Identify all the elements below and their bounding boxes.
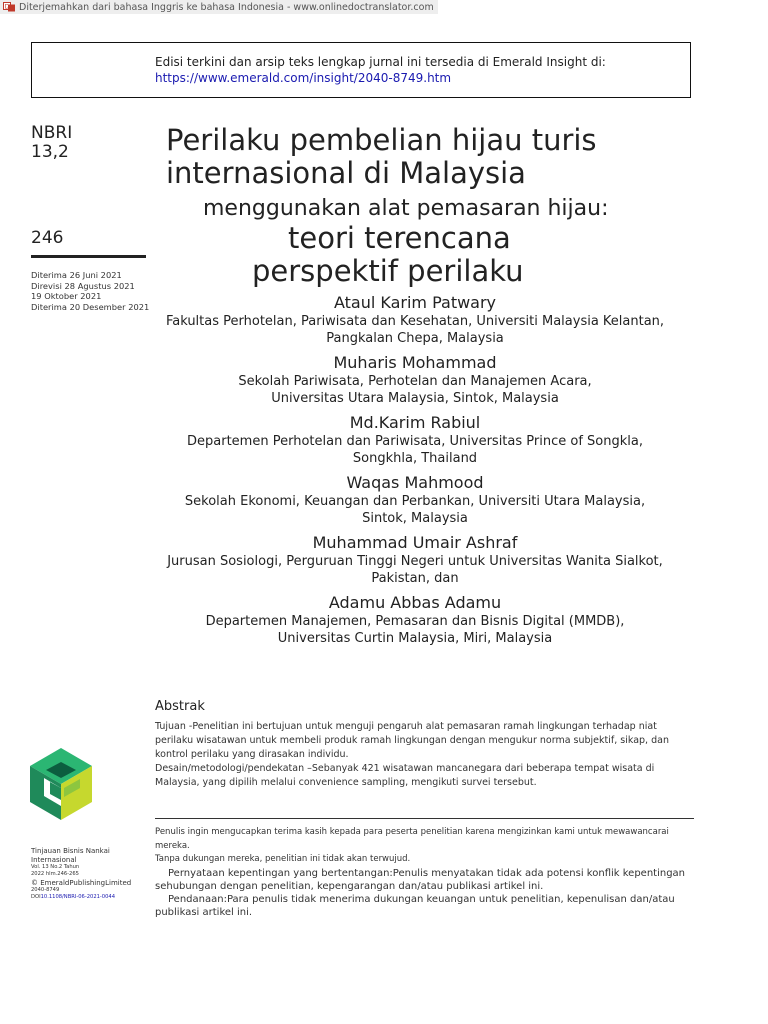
footnote-divider: [155, 818, 694, 819]
journal-name: Tinjauan Bisnis Nankai: [31, 847, 110, 855]
divider: [31, 255, 146, 258]
title-line: Perilaku pembelian hijau turis: [166, 123, 597, 157]
emerald-logo-icon: [30, 748, 92, 820]
author-affiliation: [160, 613, 670, 647]
journal-name: Internasional: [31, 855, 77, 864]
funding-statement: Pendanaan:Para penulis tidak menerima dukungan keuangan untuk penelitian, kepenulisan dan/atau publikasi artikel ini.: [155, 893, 675, 918]
author-name: Muhammad Umair Ashraf: [312, 533, 518, 552]
emerald-link[interactable]: https://www.emerald.com/insight/2040-8749.htm: [155, 71, 452, 85]
author-affiliation: [160, 313, 670, 347]
affiliation-line: Pangkalan Chepa, Malaysia: [326, 331, 504, 346]
affiliation-line: Universitas Utara Malaysia, Sintok, Malaysia: [271, 391, 559, 406]
history-dates: [31, 270, 149, 312]
author-affiliation: [160, 493, 670, 527]
acknowledgement: Tanpa dukungan mereka, penelitian ini tidak akan terwujud.: [155, 854, 411, 864]
affiliation-line: Songkhla, Thailand: [352, 451, 478, 466]
author-name: Ataul Karim Patwary: [333, 293, 497, 312]
translator-bar[interactable]: [0, 0, 438, 14]
doi-link[interactable]: 10.1108/NBRI-06-2021-0044: [40, 894, 116, 901]
affiliation-line: Sintok, Malaysia: [362, 511, 468, 526]
affiliation-line: Pakistan, dan: [371, 571, 459, 586]
author-name: Md.Karim Rabiul: [349, 413, 481, 432]
author-name: Waqas Mahmood: [346, 473, 484, 492]
conflict-statement: Pernyataan kepentingan yang bertentangan:Penulis menyatakan tidak ada potensi konflik kepentingan sehubungan dengan penelitian, kepengarangan dan/atau publikasi artikel ini.: [155, 867, 686, 892]
footnote: [155, 826, 695, 919]
journal-volume-info: Vol. 13 No.2 Tahun: [31, 864, 80, 871]
title-line: teori terencana: [288, 221, 511, 255]
author-block: [160, 412, 670, 467]
journal-code: [31, 124, 72, 162]
abstract-design: Desain/metodologi/pendekatan –Sebanyak 421 wisatawan mancanegara dari beberapa tempat wisata di Malaysia, yang dipilih melalui convenience sampling, mengikuti survei tersebut.: [155, 763, 655, 788]
abstract-body: [155, 720, 695, 790]
date-received: Diterima 26 Juni 2021: [31, 270, 122, 280]
author-affiliation: [160, 433, 670, 467]
journal-abbrev: NBRI: [31, 123, 73, 143]
journal-volume: 13,2: [31, 142, 69, 162]
author-name: Adamu Abbas Adamu: [328, 593, 502, 612]
copyright: © EmeraldPublishingLimited: [31, 878, 132, 887]
acknowledgement: Penulis ingin mengucapkan terima kasih kepada para peserta penelitian karena mengizinkan kami untuk mewawancarai mereka.: [155, 827, 669, 851]
affiliation-line: Fakultas Perhotelan, Pariwisata dan Kesehatan, Universiti Malaysia Kelantan,: [165, 314, 665, 329]
doi-label: DOI: [31, 894, 41, 901]
author-affiliation: [160, 553, 670, 587]
author-affiliation: [160, 373, 670, 407]
author-block: [160, 352, 670, 407]
affiliation-line: Departemen Manajemen, Pemasaran dan Bisnis Digital (MMDB),: [205, 614, 625, 629]
author-list: [160, 292, 670, 652]
affiliation-line: Universitas Curtin Malaysia, Miri, Malaysia: [277, 631, 553, 646]
abstract-purpose: Tujuan -Penelitian ini bertujuan untuk menguji pengaruh alat pemasaran ramah lingkungan terhadap niat perilaku wisatawan untuk membeli produk ramah lingkungan dengan mengukur norma subjektif, sikap, dan kontrol perilaku yang dirasakan individu.: [155, 721, 669, 760]
author-block: [160, 472, 670, 527]
article-title: [166, 124, 597, 190]
affiliation-line: Departemen Perhotelan dan Pariwisata, Universitas Prince of Songkla,: [187, 434, 643, 449]
author-block: [160, 292, 670, 347]
date-revised-2: 19 Oktober 2021: [31, 291, 102, 301]
notice-box: [31, 42, 691, 98]
author-block: [160, 592, 670, 647]
translator-text[interactable]: Diterjemahkan dari bahasa Inggris ke bahasa Indonesia - www.onlinedoctranslator.com: [19, 1, 434, 13]
page-number: 246: [31, 228, 64, 248]
title-line: menggunakan alat pemasaran hijau:: [203, 196, 609, 221]
abstract-heading: Abstrak: [155, 699, 205, 714]
issn: 2040-8749: [31, 887, 60, 894]
date-accepted: Diterima 20 Desember 2021: [31, 301, 150, 312]
author-block: [160, 532, 670, 587]
svg-text:D: D: [4, 3, 10, 11]
author-name: Muharis Mohammad: [333, 353, 497, 372]
doi: [31, 894, 151, 901]
date-revised: Direvisi 28 Agustus 2021: [31, 280, 135, 291]
journal-pages: 2022 hlm.246-265: [31, 871, 79, 878]
affiliation-line: Sekolah Pariwisata, Perhotelan dan Manajemen Acara,: [238, 374, 592, 389]
affiliation-line: Sekolah Ekonomi, Keuangan dan Perbankan, Universiti Utara Malaysia,: [184, 494, 646, 509]
title-line: internasional di Malaysia: [166, 156, 526, 190]
affiliation-line: Jurusan Sosiologi, Perguruan Tinggi Negeri untuk Universitas Wanita Sialkot,: [167, 554, 663, 569]
journal-meta: [31, 847, 151, 902]
notice-text: Edisi terkini dan arsip teks lengkap jurnal ini tersedia di Emerald Insight di:: [155, 55, 606, 69]
translate-icon: [3, 2, 16, 12]
title-line: perspektif perilaku: [252, 254, 524, 288]
